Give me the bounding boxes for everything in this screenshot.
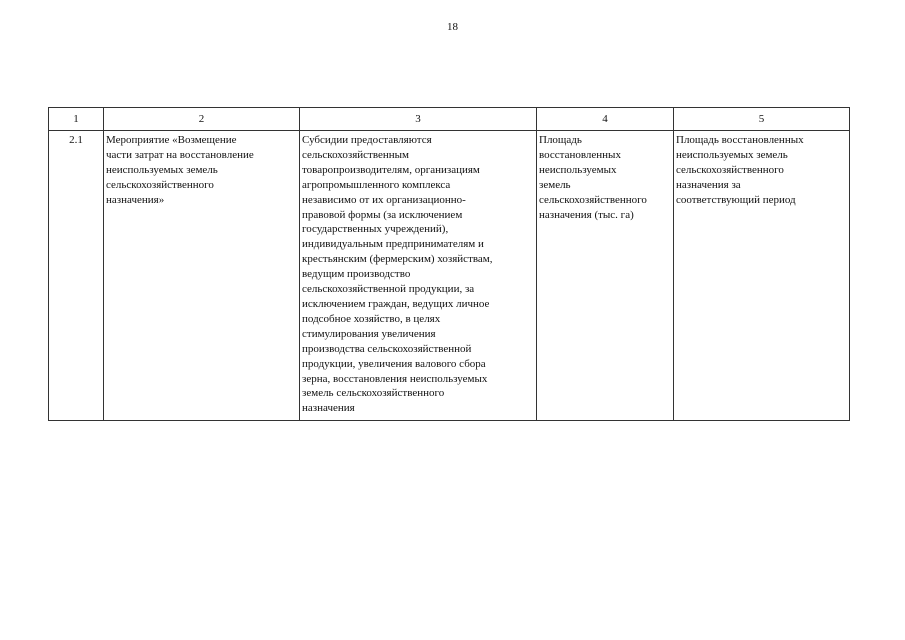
column-header-1: 1 bbox=[49, 108, 104, 131]
description-line: назначения bbox=[302, 402, 355, 415]
activity-line: назначения» bbox=[106, 193, 165, 206]
description-line: сельскохозяйственной продукции, за bbox=[302, 283, 475, 296]
row-number: 2.1 bbox=[49, 131, 104, 421]
indicator-line: назначения (тыс. га) bbox=[539, 208, 634, 221]
description-line: подсобное хозяйство, в целях bbox=[302, 312, 441, 325]
description-line: ведущим производство bbox=[302, 268, 411, 281]
activity-cell bbox=[104, 131, 300, 421]
indicator-definition-line: назначения за bbox=[676, 178, 741, 191]
indicator-line: неиспользуемых bbox=[539, 163, 617, 176]
indicator-line: земель bbox=[539, 178, 571, 191]
description-line: крестьянским (фермерским) хозяйствам, bbox=[302, 253, 493, 266]
activity-line: сельскохозяйственного bbox=[106, 178, 214, 191]
column-header-5: 5 bbox=[674, 108, 850, 131]
description-line: продукции, увеличения валового сбора bbox=[302, 357, 486, 370]
indicator-definition-cell bbox=[674, 131, 850, 421]
indicator-line: восстановленных bbox=[539, 148, 621, 161]
description-line: стимулирования увеличения bbox=[302, 327, 436, 340]
indicator-line: сельскохозяйственного bbox=[539, 193, 647, 206]
description-line: земель сельскохозяйственного bbox=[302, 387, 445, 400]
description-line: товаропроизводителям, организациям bbox=[302, 163, 480, 176]
page-number: 18 bbox=[447, 21, 458, 33]
table-row bbox=[49, 131, 850, 421]
description-line: агропромышленного комплекса bbox=[302, 178, 451, 191]
description-line: Субсидии предоставляются bbox=[302, 134, 432, 146]
description-line: государственных учреждений), bbox=[302, 223, 449, 236]
description-cell bbox=[300, 131, 537, 421]
column-header-2: 2 bbox=[104, 108, 300, 131]
description-line: производства сельскохозяйственной bbox=[302, 342, 472, 355]
indicator-cell bbox=[537, 131, 674, 421]
description-line: сельскохозяйственным bbox=[302, 148, 409, 161]
description-line: исключением граждан, ведущих личное bbox=[302, 297, 490, 310]
activity-line: неиспользуемых земель bbox=[106, 163, 218, 176]
activity-line: части затрат на восстановление bbox=[106, 148, 254, 161]
indicator-definition-line: Площадь восстановленных bbox=[676, 134, 804, 146]
description-line: правовой формы (за исключением bbox=[302, 208, 463, 221]
table-header-row bbox=[49, 108, 850, 131]
description-line: индивидуальным предпринимателям и bbox=[302, 238, 484, 251]
activity-line: Мероприятие «Возмещение bbox=[106, 134, 237, 146]
description-line: зерна, восстановления неиспользуемых bbox=[302, 372, 488, 385]
indicator-definition-line: соответствующий период bbox=[676, 193, 796, 206]
indicator-line: Площадь bbox=[539, 134, 582, 146]
column-header-3: 3 bbox=[300, 108, 537, 131]
description-line: независимо от их организационно- bbox=[302, 193, 466, 206]
indicator-definition-line: неиспользуемых земель bbox=[676, 148, 788, 161]
indicator-definition-line: сельскохозяйственного bbox=[676, 163, 784, 176]
measures-table bbox=[48, 107, 850, 421]
column-header-4: 4 bbox=[537, 108, 674, 131]
